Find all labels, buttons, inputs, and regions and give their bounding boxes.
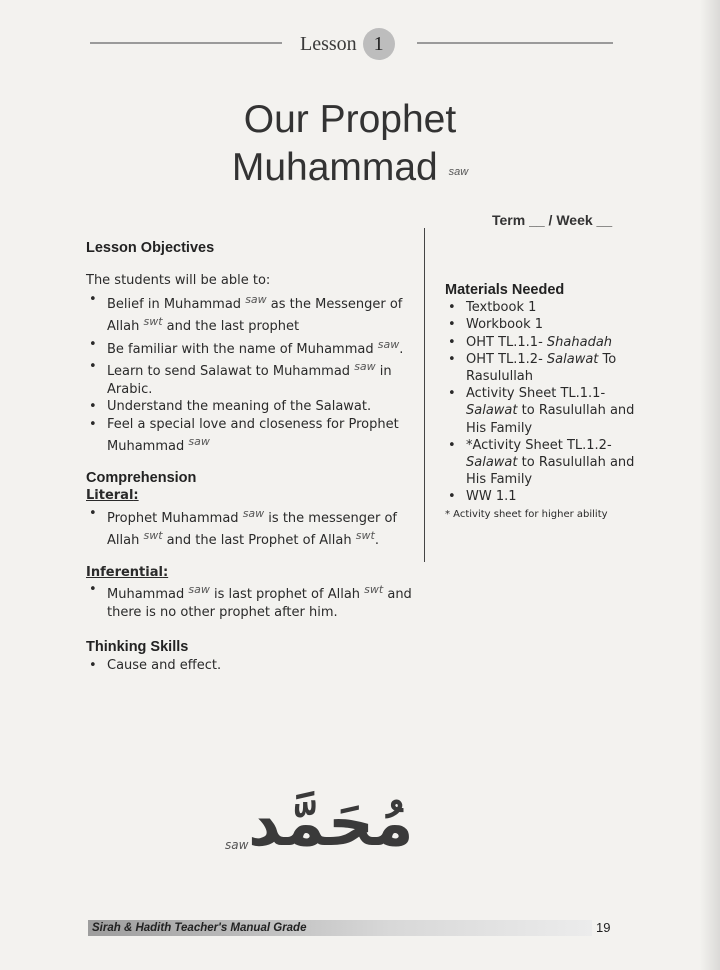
honorific-calligraphy-icon: swt: [364, 583, 384, 597]
materials-heading: Materials Needed: [445, 282, 565, 298]
right-column: [445, 282, 645, 523]
list-item: • OHT TL.1.1- Shahadah: [445, 334, 645, 351]
list-item: • Learn to send Salawat to Muhammad $^{saw}$ in Arabic.: [86, 358, 418, 398]
title-line-1: Our Prophet: [243, 98, 457, 141]
list-item: • *Activity Sheet TL.1.2- Salawat to Rasulullah and His Family: [445, 437, 645, 489]
list-item: • Be familiar with the name of Muhammad $^{saw}$.: [86, 336, 418, 358]
inferential-list: [86, 581, 418, 621]
objectives-heading: Lesson Objectives: [86, 240, 215, 256]
objectives-intro: The students will be able to:: [86, 272, 271, 288]
comprehension-heading: Comprehension: [86, 469, 197, 486]
honorific-calligraphy-icon: saw: [354, 360, 376, 374]
literal-label: Literal: [86, 488, 134, 504]
term-week-label: Term __ / Week __: [492, 212, 613, 228]
title-line-2: Muhammad saw: [231, 146, 469, 189]
list-item: • Cause and effect.: [86, 657, 418, 675]
honorific-calligraphy-icon: saw: [242, 506, 265, 520]
footer-title: Sirah & Hadith Teacher's Manual Grade: [88, 920, 592, 936]
page-number: 19: [596, 920, 611, 935]
header-rule-left: [90, 42, 282, 44]
literal-list: [86, 505, 418, 550]
materials-footnote: * Activity sheet for higher ability: [445, 508, 608, 520]
page-edge-shadow: [700, 0, 720, 970]
list-item: • Feel a special love and closeness for Prophet Muhammad $^{saw}$: [86, 416, 418, 456]
left-column: Lesson Objectives The students will be able to: • Belief in Muhammad $^{saw}$ as the Messenger of Allah $^{swt}$ and the last prophet • Be familiar with the name of Muhammad $^{saw}$. • Learn to send Salawat to Muhammad $^{saw}$ in Arabic. • Understand the meaning of the Salawat. • Feel a special love and closeness for Prophet Muhammad $^{saw}$ Comprehension Literal: • Prophet Muhammad $^{saw}$ is the messenger of Allah $^{swt}$ and the last Prophet of Allah $^{swt}$. Inferential: • Muhammad $^{saw}$ is last prophet of Allah $^{swt}$ and there is no other prophet after him. Thinking Skills • Cause and effect.: [86, 240, 418, 674]
list-item: • Textbook 1: [445, 299, 645, 316]
list-item: • Understand the meaning of the Salawat.: [86, 398, 418, 416]
honorific-calligraphy-icon: saw: [225, 838, 249, 852]
objectives-list: [86, 291, 418, 456]
page-title: [180, 96, 520, 196]
honorific-calligraphy-icon: swt: [143, 315, 163, 329]
honorific-calligraphy-icon: saw: [188, 583, 210, 597]
list-item: • Prophet Muhammad $^{saw}$ is the messenger of Allah $^{swt}$ and the last Prophet of Allah $^{swt}$.: [86, 505, 418, 550]
honorific-calligraphy-icon: saw: [245, 293, 267, 306]
honorific-calligraphy-icon: swt: [143, 529, 163, 543]
thinking-skills-heading: Thinking Skills: [86, 639, 189, 655]
honorific-calligraphy-icon: saw: [448, 166, 469, 179]
inferential-label: Inferential: [86, 564, 163, 580]
lesson-number-badge: 1: [363, 28, 395, 60]
materials-list: [445, 299, 645, 505]
list-item: • Workbook 1: [445, 316, 645, 333]
honorific-calligraphy-icon: saw: [377, 337, 400, 351]
list-item: • Belief in Muhammad $^{saw}$ as the Messenger of Allah $^{swt}$ and the last prophet: [86, 291, 418, 336]
list-item: • Muhammad $^{saw}$ is last prophet of Allah $^{swt}$ and there is no other prophet after him.: [86, 581, 418, 621]
honorific-calligraphy-icon: swt: [355, 529, 375, 543]
header-rule-right: [417, 42, 613, 44]
thinking-skills-list: [86, 657, 418, 675]
column-divider: [424, 228, 425, 562]
lesson-label: Lesson: [300, 32, 357, 55]
list-item: • Activity Sheet TL.1.1- Salawat to Rasulullah and His Family: [445, 385, 645, 437]
arabic-name-calligraphy: مُحَمَّد: [248, 787, 414, 861]
list-item: • OHT TL.1.2- Salawat To Rasulullah: [445, 351, 645, 385]
honorific-calligraphy-icon: saw: [188, 435, 210, 449]
lesson-header: [300, 28, 395, 60]
list-item: • WW 1.1: [445, 488, 645, 505]
